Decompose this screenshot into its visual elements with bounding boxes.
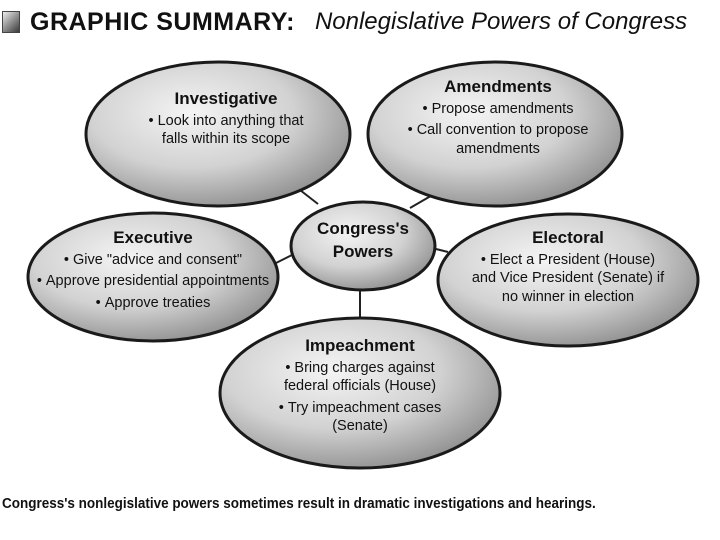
bullet-icon: • (285, 360, 291, 377)
node-impeachment-item: • Bring charges against federal officials (House) (283, 360, 437, 395)
bullet-icon: • (480, 252, 486, 269)
node-executive-item: • Approve presidential appointments (36, 273, 270, 290)
node-electoral (468, 227, 668, 306)
center-title-line2: Powers (332, 242, 394, 262)
header-label: GRAPHIC SUMMARY: (30, 7, 295, 36)
caption: Congress's nonlegislative powers sometimes result in dramatic investigations and hearings. (2, 496, 596, 512)
node-investigative (138, 88, 314, 149)
bullet-icon: • (422, 101, 428, 118)
node-executive-item: • Approve treaties (95, 294, 211, 311)
node-impeachment (262, 335, 458, 435)
node-electoral-item: • Elect a President (House) and Vice President (Senate) if no winner in election (471, 252, 665, 305)
node-amendments-item: • Call convention to propose amendments (407, 122, 589, 157)
bullet-icon: • (278, 399, 284, 416)
bullet-icon: • (407, 122, 413, 139)
node-executive-item: • Give "advice and consent" (63, 252, 243, 269)
header-title: Nonlegislative Powers of Congress (314, 8, 688, 35)
node-amendments (400, 76, 596, 158)
bullet-icon: • (36, 273, 42, 290)
node-executive-title: Executive (113, 228, 193, 247)
bullet-icon: • (148, 113, 154, 130)
node-impeachment-title: Impeachment (305, 336, 415, 355)
node-impeachment-item: • Try impeachment cases (Senate) (278, 399, 442, 434)
bullet-icon: • (63, 252, 69, 269)
center-title-line1: Congress's (317, 219, 409, 238)
node-center (303, 218, 423, 266)
bullet-icon: • (95, 294, 101, 311)
node-investigative-title: Investigative (174, 89, 278, 108)
node-amendments-title: Amendments (444, 77, 552, 96)
node-investigative-item: • Look into anything that falls within its scope (148, 113, 304, 148)
node-amendments-item: • Propose amendments (422, 101, 574, 118)
node-executive (34, 227, 272, 312)
node-electoral-title: Electoral (532, 228, 604, 247)
